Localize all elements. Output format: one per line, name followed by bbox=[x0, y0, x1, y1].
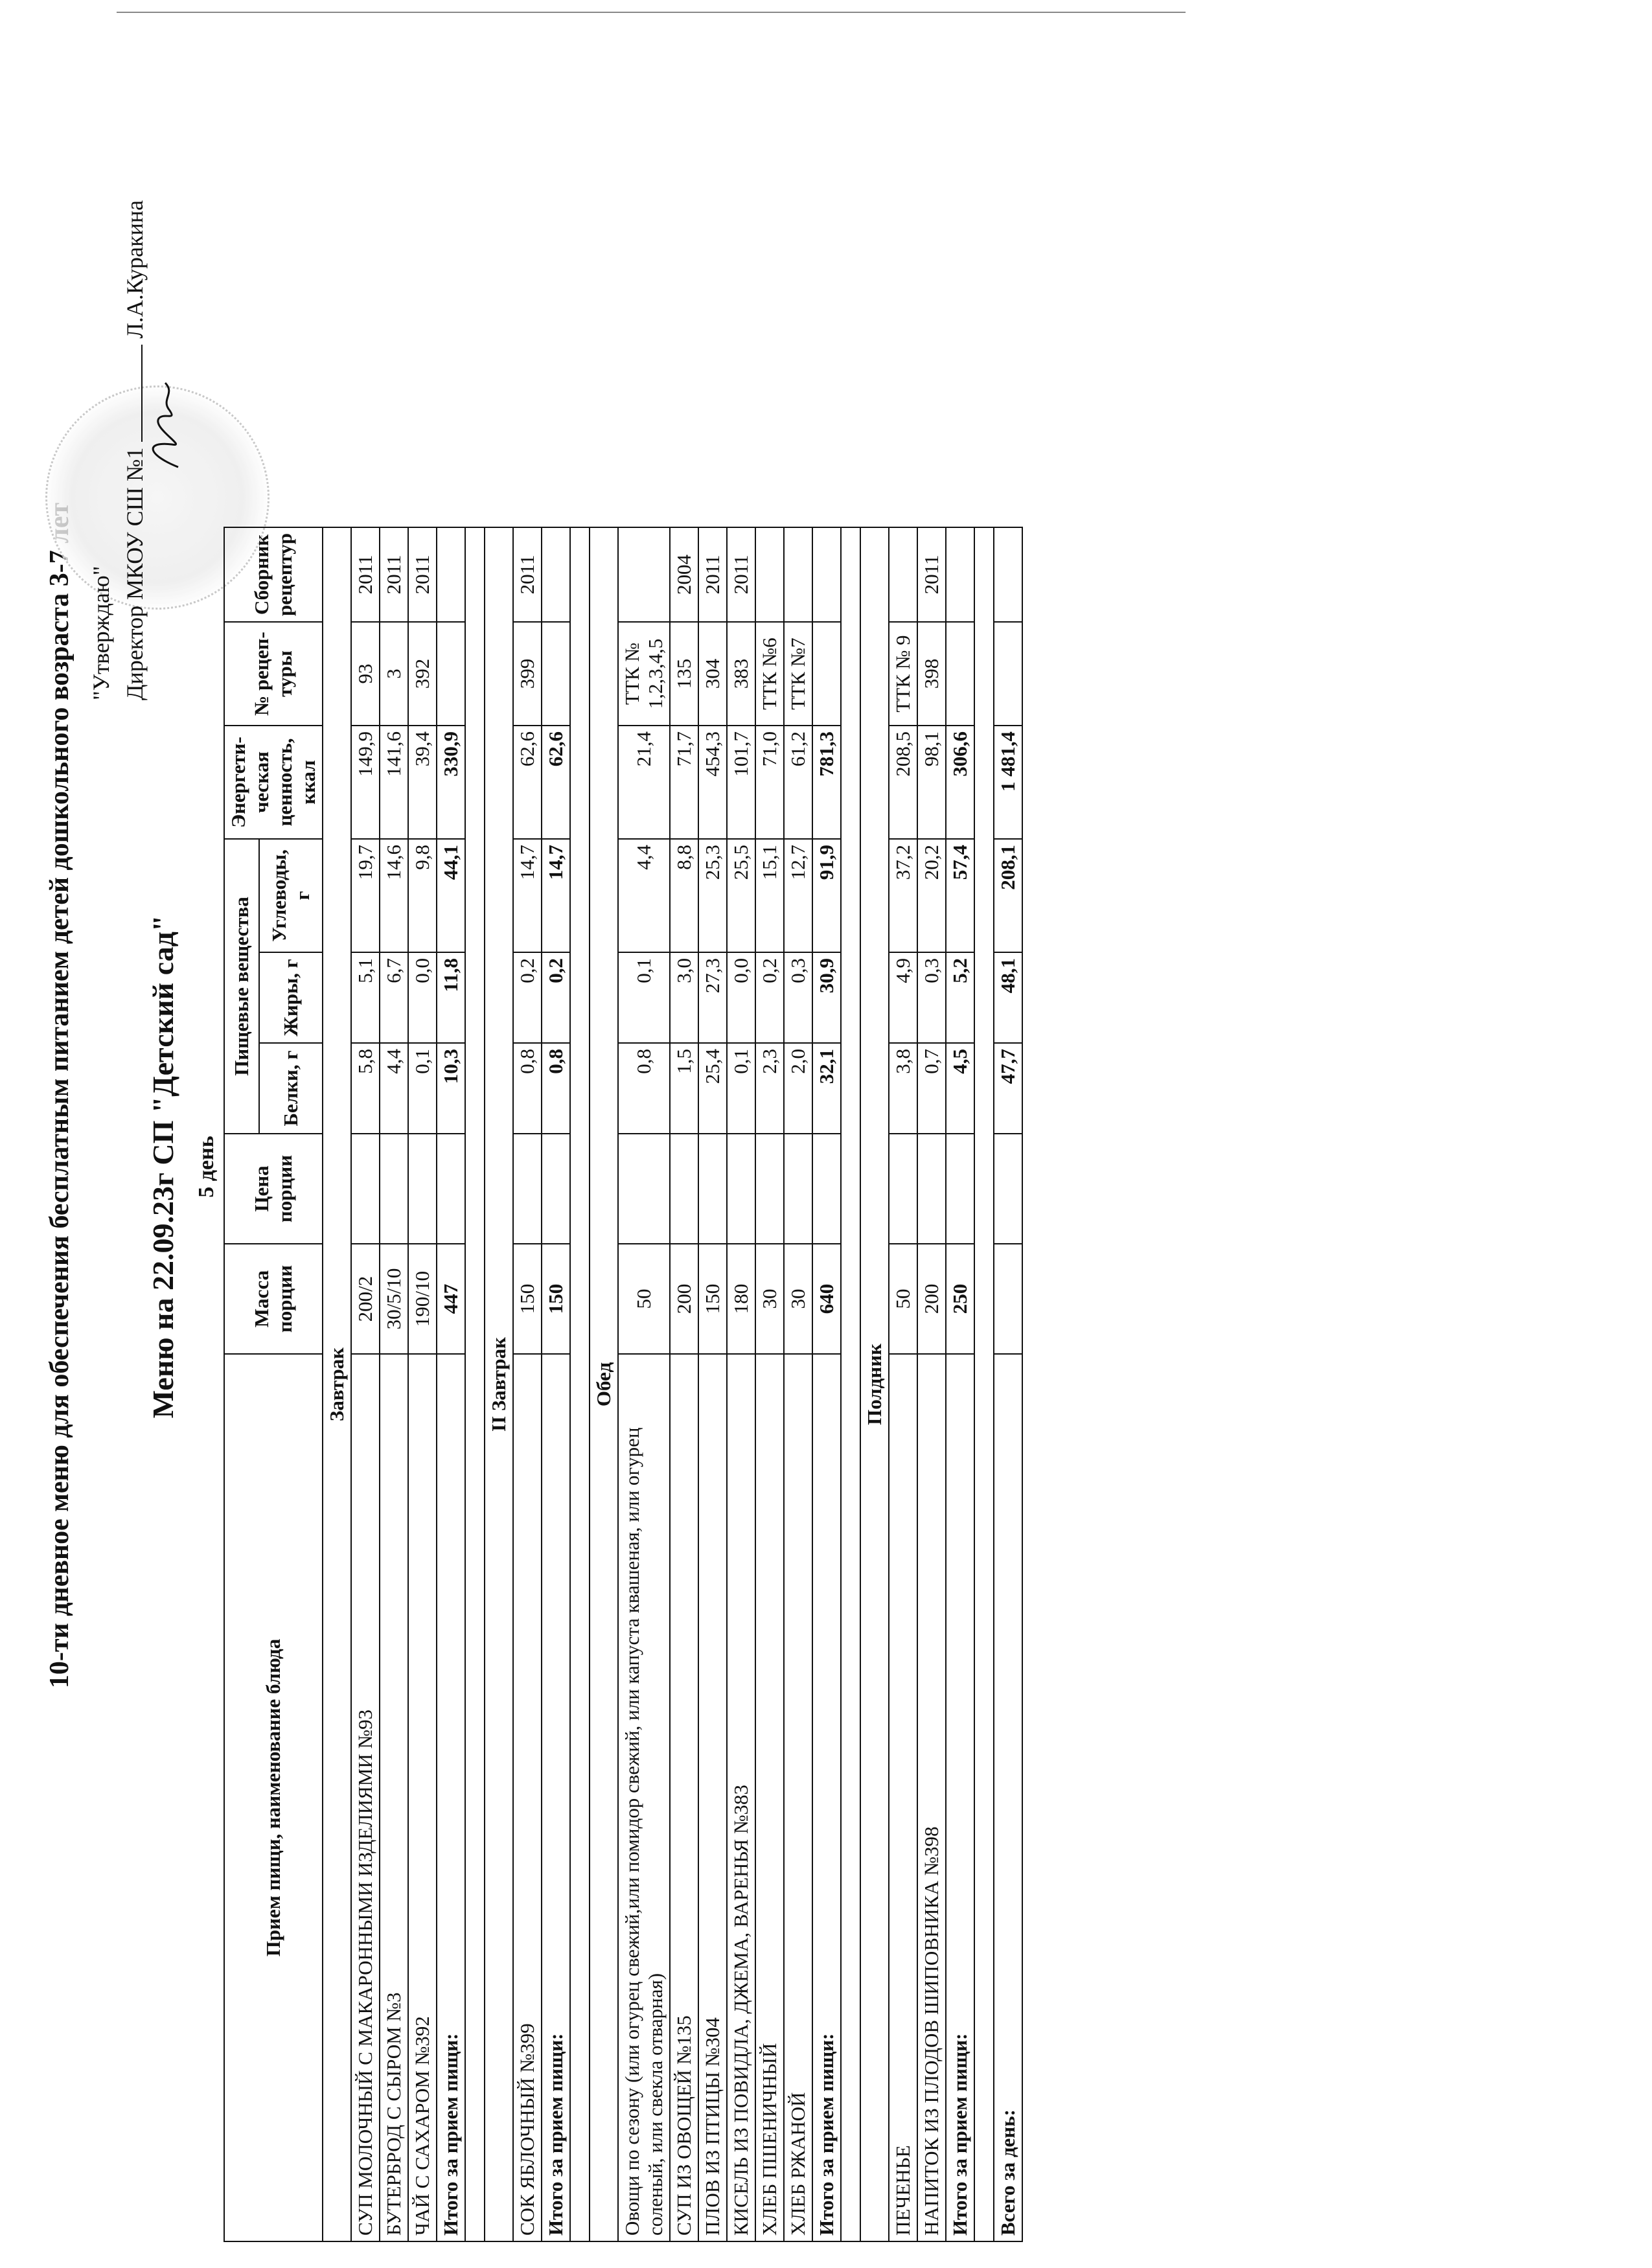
spacer-cell bbox=[841, 527, 860, 2241]
director-line bbox=[118, 52, 152, 700]
section-title: II Завтрак bbox=[485, 527, 513, 2241]
portion-price bbox=[408, 1134, 437, 1244]
subtotal-label: Итого за прием пищи: bbox=[542, 1354, 570, 2241]
portion-price bbox=[698, 1134, 727, 1244]
document-title: 10-ти дневное меню для обеспечения бесплатным питанием детей дошкольного возраста 3-7 лет bbox=[45, 502, 75, 1689]
spacer-cell bbox=[974, 527, 994, 2241]
section-spacer bbox=[841, 527, 860, 2241]
subtotal-label: Итого за прием пищи: bbox=[946, 1354, 974, 2241]
energy-value: 454,3 bbox=[698, 726, 727, 839]
table-row bbox=[408, 527, 437, 2241]
proteins-value: 0,1 bbox=[727, 1043, 755, 1134]
energy-value: 39,4 bbox=[408, 726, 437, 839]
col-carbs: Углеводы, г bbox=[259, 839, 323, 952]
portion-mass: 190/10 bbox=[408, 1244, 437, 1354]
menu-table bbox=[224, 527, 1023, 2242]
subtotal-label: Итого за прием пищи: bbox=[812, 1354, 841, 2241]
fats-value: 0,0 bbox=[727, 952, 755, 1043]
energy-value: 141,6 bbox=[380, 726, 408, 839]
spacer-cell bbox=[465, 527, 485, 2241]
proteins-value: 0,8 bbox=[513, 1043, 542, 1134]
col-meal-name: Прием пищи, наименование блюда bbox=[224, 1354, 323, 2241]
col-fats: Жиры, г bbox=[259, 952, 323, 1043]
portion-mass: 200 bbox=[917, 1244, 946, 1354]
portion-price bbox=[889, 1134, 917, 1244]
subtotal-energy: 781,3 bbox=[812, 726, 841, 839]
table-row bbox=[618, 527, 670, 2241]
table-row bbox=[698, 527, 727, 2241]
col-nutrients: Пищевые вещества bbox=[224, 839, 259, 1134]
director-name: Л.А.Куракина bbox=[122, 200, 148, 339]
grand-total-recipe bbox=[994, 622, 1022, 726]
portion-price bbox=[670, 1134, 698, 1244]
section-spacer bbox=[974, 527, 994, 2241]
subtotal-carbs: 14,7 bbox=[542, 839, 570, 952]
section-spacer bbox=[465, 527, 485, 2241]
spacer-cell bbox=[570, 527, 590, 2241]
recipe-number: ТТК №6 bbox=[755, 622, 784, 726]
fats-value: 27,3 bbox=[698, 952, 727, 1043]
section-header-row bbox=[323, 527, 351, 2241]
grand-total-proteins: 47,7 bbox=[994, 1043, 1022, 1134]
proteins-value: 3,8 bbox=[889, 1043, 917, 1134]
carbs-value: 37,2 bbox=[889, 839, 917, 952]
portion-price bbox=[727, 1134, 755, 1244]
col-recipe-no: № рецеп-туры bbox=[224, 622, 323, 726]
approve-label: "Утверждаю" bbox=[88, 566, 114, 700]
subtotal-energy: 62,6 bbox=[542, 726, 570, 839]
dish-name: ХЛЕБ РЖАНОЙ bbox=[784, 1354, 812, 2241]
subtotal-price bbox=[437, 1134, 465, 1244]
grand-total-price bbox=[994, 1134, 1022, 1244]
subtotal-carbs: 57,4 bbox=[946, 839, 974, 952]
portion-mass: 200/2 bbox=[351, 1244, 380, 1354]
table-row bbox=[670, 527, 698, 2241]
proteins-value: 0,8 bbox=[618, 1043, 670, 1134]
subtotal-proteins: 0,8 bbox=[542, 1043, 570, 1134]
subtotal-price bbox=[946, 1134, 974, 1244]
energy-value: 71,0 bbox=[755, 726, 784, 839]
portion-price bbox=[755, 1134, 784, 1244]
carbs-value: 15,1 bbox=[755, 839, 784, 952]
fats-value: 5,1 bbox=[351, 952, 380, 1043]
recipe-book-year: 2004 bbox=[670, 527, 698, 622]
fats-value: 0,0 bbox=[408, 952, 437, 1043]
recipe-number: ТТК № 9 bbox=[889, 622, 917, 726]
carbs-value: 12,7 bbox=[784, 839, 812, 952]
portion-mass: 50 bbox=[618, 1244, 670, 1354]
section-header-row bbox=[590, 527, 618, 2241]
section-header-row bbox=[860, 527, 889, 2241]
table-row bbox=[380, 527, 408, 2241]
carbs-value: 9,8 bbox=[408, 839, 437, 952]
dish-name: ЧАЙ С САХАРОМ №392 bbox=[408, 1354, 437, 2241]
recipe-book-year bbox=[889, 527, 917, 622]
dish-name: ПЕЧЕНЬЕ bbox=[889, 1354, 917, 2241]
proteins-value: 25,4 bbox=[698, 1043, 727, 1134]
col-portion-mass: Масса порции bbox=[224, 1244, 323, 1354]
day-label: 5 день bbox=[194, 1136, 218, 1198]
portion-mass: 30 bbox=[755, 1244, 784, 1354]
portion-price bbox=[351, 1134, 380, 1244]
subtotal-energy: 330,9 bbox=[437, 726, 465, 839]
subtotal-fats: 11,8 bbox=[437, 952, 465, 1043]
portion-mass: 180 bbox=[727, 1244, 755, 1354]
approval-block bbox=[84, 52, 152, 700]
subtotal-mass: 150 bbox=[542, 1244, 570, 1354]
table-row bbox=[917, 527, 946, 2241]
section-title: Завтрак bbox=[323, 527, 351, 2241]
proteins-value: 2,0 bbox=[784, 1043, 812, 1134]
grand-total-mass bbox=[994, 1244, 1022, 1354]
subtotal-fats: 5,2 bbox=[946, 952, 974, 1043]
subtotal-price bbox=[812, 1134, 841, 1244]
subtotal-mass: 640 bbox=[812, 1244, 841, 1354]
recipe-book-year bbox=[755, 527, 784, 622]
recipe-number: 383 bbox=[727, 622, 755, 726]
recipe-book-year: 2011 bbox=[380, 527, 408, 622]
portion-mass: 30/5/10 bbox=[380, 1244, 408, 1354]
subtotal-row bbox=[946, 527, 974, 2241]
recipe-book-year: 2011 bbox=[698, 527, 727, 622]
director-title: Директор МКОУ СШ №1 bbox=[122, 447, 148, 700]
subtotal-carbs: 91,9 bbox=[812, 839, 841, 952]
proteins-value: 2,3 bbox=[755, 1043, 784, 1134]
col-energy: Энергети-ческая ценность, ккал bbox=[224, 726, 323, 839]
recipe-number: 398 bbox=[917, 622, 946, 726]
fats-value: 0,1 bbox=[618, 952, 670, 1043]
subtotal-recipe bbox=[946, 622, 974, 726]
fats-value: 6,7 bbox=[380, 952, 408, 1043]
proteins-value: 1,5 bbox=[670, 1043, 698, 1134]
menu-table-body bbox=[323, 527, 1022, 2241]
section-spacer bbox=[570, 527, 590, 2241]
subtotal-label: Итого за прием пищи: bbox=[437, 1354, 465, 2241]
recipe-book-year: 2011 bbox=[351, 527, 380, 622]
dish-name: СУП ИЗ ОВОЩЕЙ №135 bbox=[670, 1354, 698, 2241]
subtotal-recipe bbox=[437, 622, 465, 726]
carbs-value: 25,3 bbox=[698, 839, 727, 952]
dish-name: НАПИТОК ИЗ ПЛОДОВ ШИПОВНИКА №398 bbox=[917, 1354, 946, 2241]
dish-name: СУП МОЛОЧНЫЙ С МАКАРОННЫМИ ИЗДЕЛИЯМИ №93 bbox=[351, 1354, 380, 2241]
table-row bbox=[351, 527, 380, 2241]
subtotal-row bbox=[812, 527, 841, 2241]
grand-total-row bbox=[994, 527, 1022, 2241]
carbs-value: 19,7 bbox=[351, 839, 380, 952]
section-title: Обед bbox=[590, 527, 618, 2241]
subtotal-mass: 447 bbox=[437, 1244, 465, 1354]
subtotal-book bbox=[542, 527, 570, 622]
portion-mass: 150 bbox=[698, 1244, 727, 1354]
portion-mass: 30 bbox=[784, 1244, 812, 1354]
subtotal-price bbox=[542, 1134, 570, 1244]
grand-total-carbs: 208,1 bbox=[994, 839, 1022, 952]
subtotal-recipe bbox=[812, 622, 841, 726]
fats-value: 3,0 bbox=[670, 952, 698, 1043]
carbs-value: 20,2 bbox=[917, 839, 946, 952]
recipe-book-year: 2011 bbox=[513, 527, 542, 622]
section-title: Полдник bbox=[860, 527, 889, 2241]
recipe-number: ТТК №7 bbox=[784, 622, 812, 726]
recipe-number: 3 bbox=[380, 622, 408, 726]
subtotal-book bbox=[946, 527, 974, 622]
subtotal-recipe bbox=[542, 622, 570, 726]
carbs-value: 4,4 bbox=[618, 839, 670, 952]
portion-price bbox=[618, 1134, 670, 1244]
recipe-number: 399 bbox=[513, 622, 542, 726]
grand-total-fats: 48,1 bbox=[994, 952, 1022, 1043]
fats-value: 0,3 bbox=[917, 952, 946, 1043]
fats-value: 0,2 bbox=[755, 952, 784, 1043]
grand-total-book bbox=[994, 527, 1022, 622]
table-row bbox=[784, 527, 812, 2241]
dish-name: ХЛЕБ ПШЕНИЧНЫЙ bbox=[755, 1354, 784, 2241]
subtotal-row bbox=[437, 527, 465, 2241]
subtotal-book bbox=[812, 527, 841, 622]
recipe-book-year: 2011 bbox=[727, 527, 755, 622]
table-row bbox=[889, 527, 917, 2241]
subtotal-row bbox=[542, 527, 570, 2241]
portion-price bbox=[380, 1134, 408, 1244]
table-row bbox=[755, 527, 784, 2241]
subtotal-fats: 30,9 bbox=[812, 952, 841, 1043]
fats-value: 0,3 bbox=[784, 952, 812, 1043]
proteins-value: 5,8 bbox=[351, 1043, 380, 1134]
subtotal-proteins: 32,1 bbox=[812, 1043, 841, 1134]
energy-value: 61,2 bbox=[784, 726, 812, 839]
menu-table-header bbox=[224, 527, 323, 2241]
dish-name: БУТЕРБРОД С СЫРОМ №3 bbox=[380, 1354, 408, 2241]
carbs-value: 25,5 bbox=[727, 839, 755, 952]
subtotal-energy: 306,6 bbox=[946, 726, 974, 839]
proteins-value: 0,1 bbox=[408, 1043, 437, 1134]
recipe-number: 304 bbox=[698, 622, 727, 726]
portion-price bbox=[917, 1134, 946, 1244]
portion-price bbox=[513, 1134, 542, 1244]
subtotal-proteins: 10,3 bbox=[437, 1043, 465, 1134]
subtotal-book bbox=[437, 527, 465, 622]
grand-total-label: Всего за день: bbox=[994, 1354, 1022, 2241]
grand-total-energy: 1 481,4 bbox=[994, 726, 1022, 839]
fats-value: 4,9 bbox=[889, 952, 917, 1043]
portion-mass: 200 bbox=[670, 1244, 698, 1354]
proteins-value: 4,4 bbox=[380, 1043, 408, 1134]
carbs-value: 14,6 bbox=[380, 839, 408, 952]
dish-name: КИСЕЛЬ ИЗ ПОВИДЛА, ДЖЕМА, ВАРЕНЬЯ №383 bbox=[727, 1354, 755, 2241]
recipe-book-year: 2011 bbox=[408, 527, 437, 622]
signature-line bbox=[122, 345, 143, 442]
subtotal-mass: 250 bbox=[946, 1244, 974, 1354]
dish-name: Овощи по сезону (или огурец свежий,или помидор свежий, или капуста квашеная, или огурец соленый, или свекла отварная) bbox=[618, 1354, 670, 2241]
energy-value: 62,6 bbox=[513, 726, 542, 839]
energy-value: 149,9 bbox=[351, 726, 380, 839]
col-portion-price: Цена порции bbox=[224, 1134, 323, 1244]
subtotal-fats: 0,2 bbox=[542, 952, 570, 1043]
recipe-book-year bbox=[784, 527, 812, 622]
dish-name: ПЛОВ ИЗ ПТИЦЫ №304 bbox=[698, 1354, 727, 2241]
table-row bbox=[513, 527, 542, 2241]
recipe-book-year bbox=[618, 527, 670, 622]
energy-value: 21,4 bbox=[618, 726, 670, 839]
energy-value: 98,1 bbox=[917, 726, 946, 839]
recipe-book-year: 2011 bbox=[917, 527, 946, 622]
table-row bbox=[727, 527, 755, 2241]
proteins-value: 0,7 bbox=[917, 1043, 946, 1134]
portion-mass: 150 bbox=[513, 1244, 542, 1354]
fats-value: 0,2 bbox=[513, 952, 542, 1043]
portion-price bbox=[784, 1134, 812, 1244]
energy-value: 71,7 bbox=[670, 726, 698, 839]
carbs-value: 14,7 bbox=[513, 839, 542, 952]
energy-value: 208,5 bbox=[889, 726, 917, 839]
subtotal-proteins: 4,5 bbox=[946, 1043, 974, 1134]
col-recipe-book: Сборник рецептур bbox=[224, 527, 323, 622]
col-proteins: Белки, г bbox=[259, 1043, 323, 1134]
recipe-number: 93 bbox=[351, 622, 380, 726]
section-header-row bbox=[485, 527, 513, 2241]
energy-value: 101,7 bbox=[727, 726, 755, 839]
recipe-number: 135 bbox=[670, 622, 698, 726]
carbs-value: 8,8 bbox=[670, 839, 698, 952]
dish-name: СОК ЯБЛОЧНЫЙ №399 bbox=[513, 1354, 542, 2241]
recipe-number: ТТК № 1,2,3,4,5 bbox=[618, 622, 670, 726]
subtotal-carbs: 44,1 bbox=[437, 839, 465, 952]
menu-title: Меню на 22.09.23г СП "Детский сад" bbox=[146, 915, 179, 1419]
portion-mass: 50 bbox=[889, 1244, 917, 1354]
recipe-number: 392 bbox=[408, 622, 437, 726]
